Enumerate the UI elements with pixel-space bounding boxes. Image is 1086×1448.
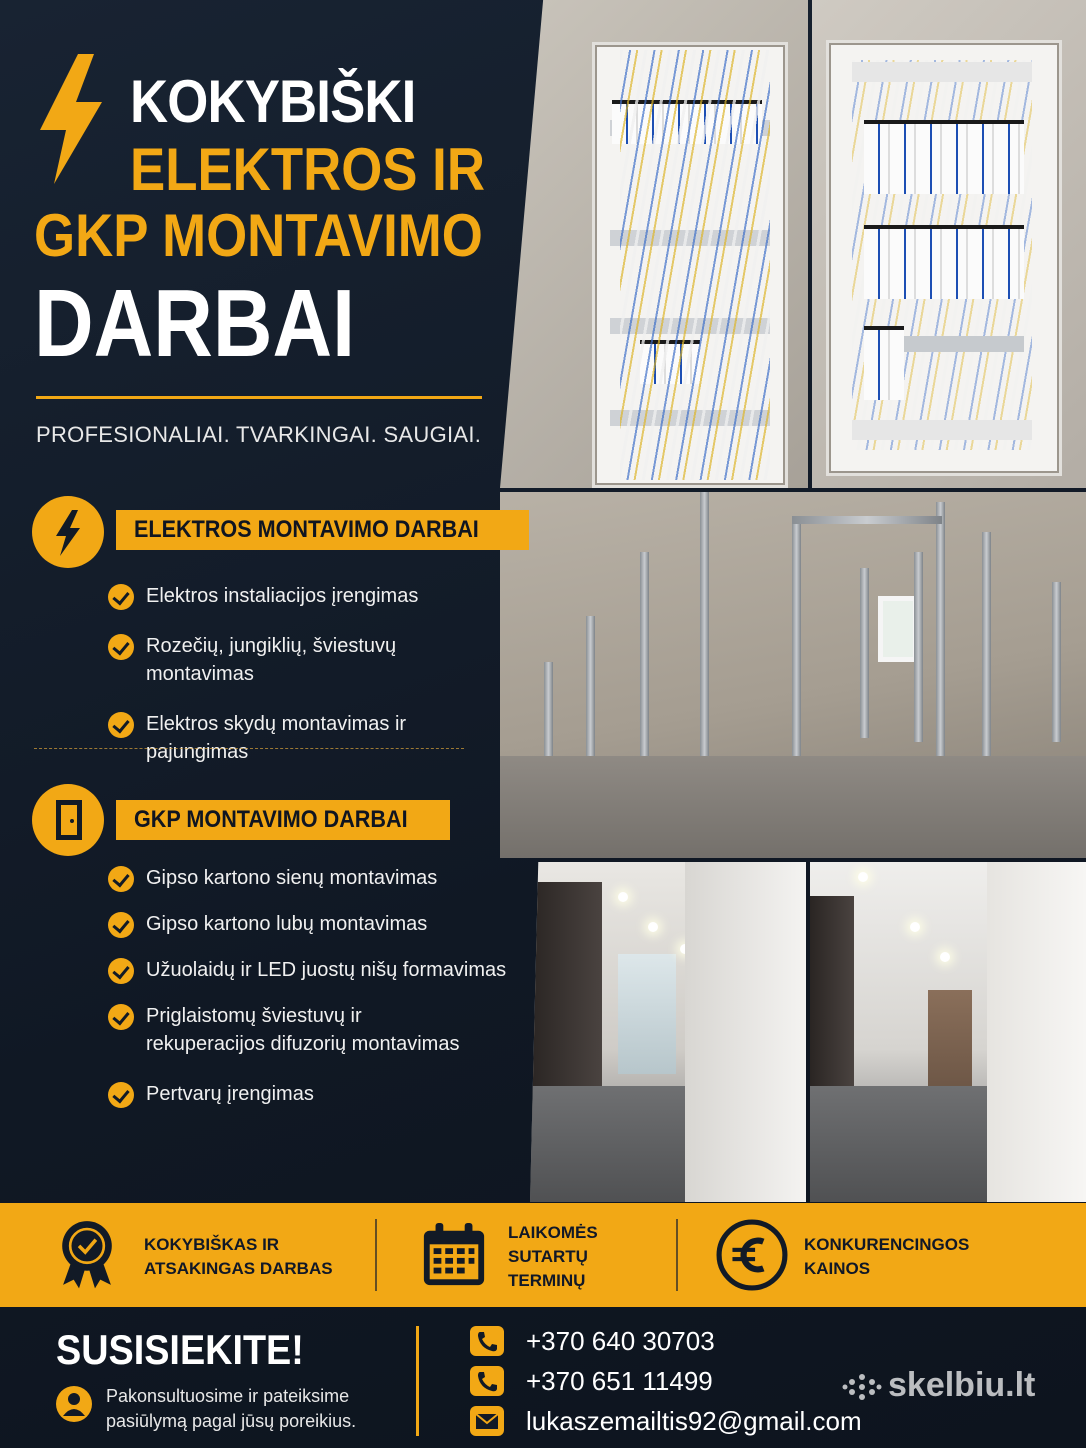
check-icon — [108, 912, 134, 938]
photo-drywall-frame-attic — [500, 492, 1086, 858]
benefit-prices-text: KONKURENCINGOS KAINOS — [804, 1235, 970, 1278]
check-icon — [108, 712, 134, 738]
benefit-deadlines-text: LAIKOMĖS SUTARTŲ TERMINŲ — [508, 1223, 598, 1290]
email-link[interactable]: lukaszemailtis92@gmail.com — [526, 1406, 862, 1436]
section-electrical-badge — [32, 496, 104, 568]
euro-icon — [716, 1219, 788, 1291]
phone-2-link[interactable]: +370 651 11499 — [526, 1366, 713, 1396]
email-icon — [470, 1406, 504, 1436]
section-electrical-list — [108, 582, 508, 766]
lightning-icon — [36, 54, 106, 184]
photo-electrical-panel-wiring — [500, 0, 808, 488]
section-drywall-title: GKP MONTAVIMO DARBAI — [116, 800, 450, 840]
check-icon — [108, 1082, 134, 1108]
benefit-quality — [56, 1203, 356, 1307]
headline-line-1: KOKYBIŠKI — [130, 68, 416, 135]
phone-icon — [470, 1326, 504, 1356]
benefits-bar — [0, 1203, 1086, 1307]
benefit-deadlines — [420, 1203, 660, 1307]
check-icon — [108, 866, 134, 892]
headline-line-4: DARBAI — [34, 270, 356, 377]
list-item: Užuolaidų ir LED juostų nišų formavimas — [108, 956, 508, 984]
watermark — [842, 1366, 1035, 1405]
section-electrical-title: ELEKTROS MONTAVIMO DARBAI — [116, 510, 529, 550]
check-icon — [108, 634, 134, 660]
list-item: Gipso kartono sienų montavimas — [108, 864, 508, 892]
check-icon — [108, 958, 134, 984]
section-drywall-list — [108, 864, 508, 1108]
benefit-separator — [676, 1219, 678, 1291]
list-item: Priglaistomų šviestuvų ir rekuperacijos difuzorių montavimas — [108, 1002, 486, 1058]
section-divider — [34, 748, 464, 749]
headline-line-2: ELEKTROS IR — [130, 136, 485, 203]
calendar-icon — [420, 1221, 488, 1289]
section-drywall-badge — [32, 784, 104, 856]
photo-finished-corridor-2 — [810, 862, 1086, 1202]
tagline: PROFESIONALIAI. TVARKINGAI. SAUGIAI. — [36, 422, 482, 447]
lightning-icon — [32, 496, 104, 568]
consult-text: Pakonsultuosime ir pateiksime pasiūlymą pagal jūsų poreikius. — [106, 1386, 357, 1431]
quality-badge-icon — [56, 1217, 118, 1289]
person-icon — [56, 1386, 92, 1422]
check-icon — [108, 1004, 134, 1030]
phone-icon — [470, 1366, 504, 1396]
headline-divider — [36, 396, 482, 399]
contact-title: SUSISIEKITE! — [56, 1326, 304, 1373]
dots-logo-icon — [842, 1372, 882, 1402]
photo-electrical-panel-breakers — [812, 0, 1086, 488]
list-item: Rozečių, jungiklių, šviestuvų montavimas — [108, 632, 508, 688]
phone-1-link[interactable]: +370 640 30703 — [526, 1326, 715, 1356]
check-icon — [108, 584, 134, 610]
list-item: Elektros instaliacijos įrengimas — [108, 582, 508, 610]
headline-line-3: GKP MONTAVIMO — [34, 202, 483, 269]
contact-separator — [416, 1326, 419, 1436]
list-item: Pertvarų įrengimas — [108, 1080, 508, 1108]
watermark-text: skelbiu.lt — [888, 1366, 1036, 1404]
list-item: Elektros skydų montavimas ir pajungimas — [108, 710, 508, 766]
benefit-separator — [375, 1219, 377, 1291]
photo-finished-corridor-1 — [530, 862, 806, 1202]
benefit-quality-text: KOKYBIŠKAS IR ATSAKINGAS DARBAS — [144, 1235, 333, 1278]
benefit-prices — [716, 1203, 1016, 1307]
list-item: Gipso kartono lubų montavimas — [108, 910, 508, 938]
door-icon — [32, 784, 104, 856]
